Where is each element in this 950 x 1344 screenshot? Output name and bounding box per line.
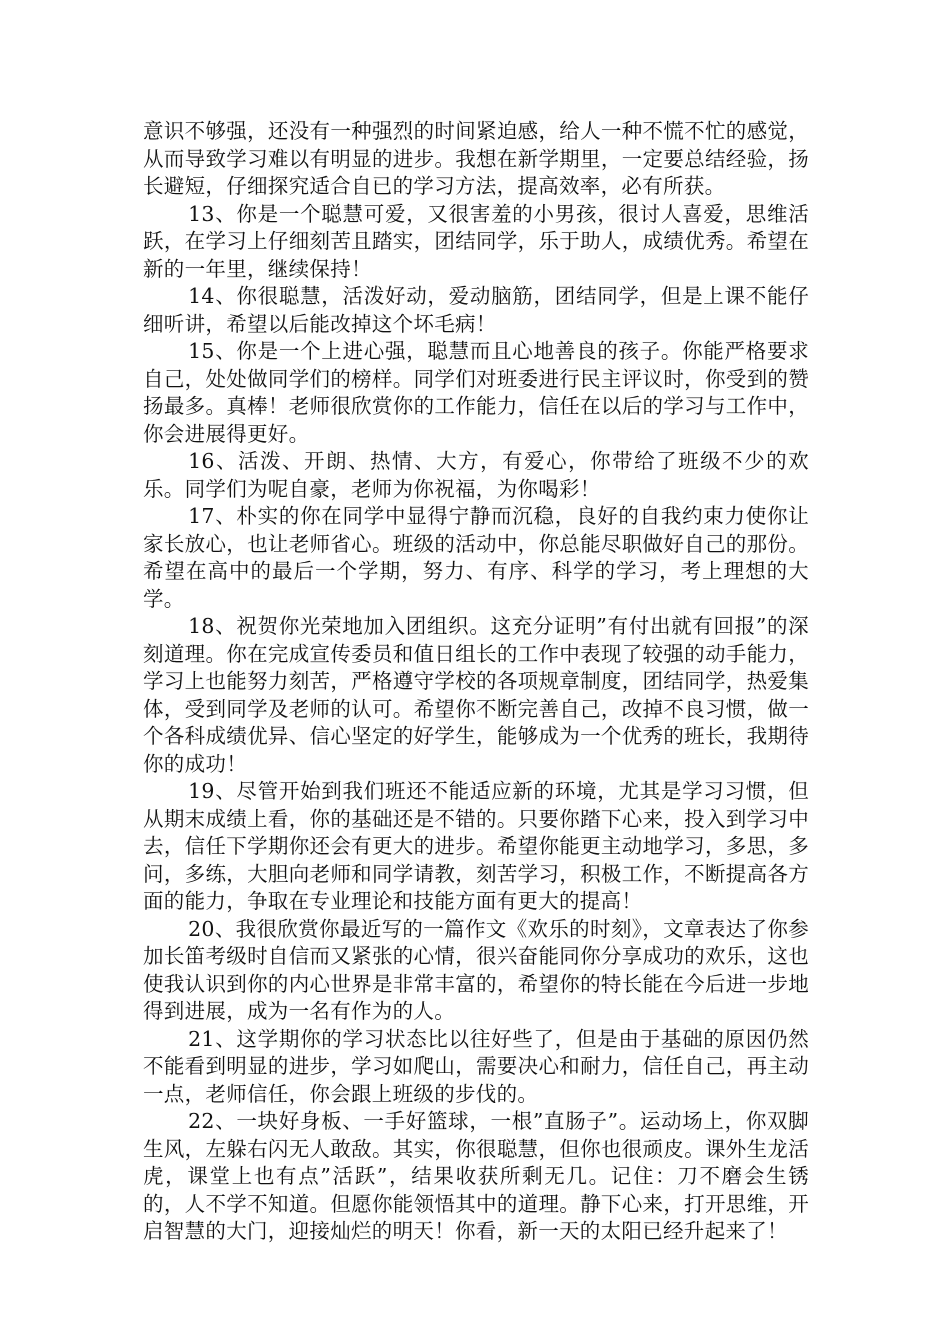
paragraph-22: 22、一块好身板、一手好篮球，一根”直肠子”。运动场上，你双脚生风，左躲右闪无人敢敌。其实，你很聪慧，但你也很顽皮。课外生龙活虎，课堂上也有点”活跃”，结果收获所剩无几。记住：刀不磨会生锈的，人不学不知道。但愿你能领悟其中的道理。静下心来，打开思维，开启智慧的大门，迎接灿烂的明天！你看，新一天的太阳已经升起来了！ — [143, 1109, 809, 1243]
paragraph-13: 13、你是一个聪慧可爱，又很害羞的小男孩，很讨人喜爱，思维活跃，在学习上仔细刻苦且踏实，团结同学，乐于助人，成绩优秀。希望在新的一年里，继续保持！ — [143, 201, 809, 281]
paragraph-20: 20、我很欣赏你最近写的一篇作文《欢乐的时刻》，文章表达了你参加长笛考级时自信而又紧张的心情，很兴奋能同你分享成功的欢乐，这也使我认识到你的内心世界是非常丰富的，希望你的特长能在今后进一步地得到进展，成为一名有作为的人。 — [143, 916, 809, 1023]
document-body — [143, 118, 809, 1246]
paragraph-15: 15、你是一个上进心强，聪慧而且心地善良的孩子。你能严格要求自己，处处做同学们的榜样。同学们对班委进行民主评议时，你受到的赞扬最多。真棒！老师很欣赏你的工作能力，信任在以后的学习与工作中，你会进展得更好。 — [143, 339, 809, 446]
paragraph-14: 14、你很聪慧，活泼好动，爱动脑筋，团结同学，但是上课不能仔细听讲，希望以后能改掉这个坏毛病！ — [143, 284, 809, 336]
paragraph-21: 21、这学期你的学习状态比以往好些了，但是由于基础的原因仍然不能看到明显的进步，学习如爬山，需要决心和耐力，信任自己，再主动一点，老师信任，你会跟上班级的步伐的。 — [143, 1026, 809, 1106]
paragraph-19: 19、尽管开始到我们班还不能适应新的环境，尤其是学习习惯，但从期末成绩上看，你的基础还是不错的。只要你踏下心来，投入到学习中去，信任下学期你还会有更大的进步。希望你能更主动地学习，多思，多问，多练，大胆向老师和同学请教，刻苦学习，积极工作，不断提高各方面的能力，争取在专业理论和技能方面有更大的提高！ — [143, 779, 809, 913]
paragraph-18: 18、祝贺你光荣地加入团组织。这充分证明”有付出就有回报”的深刻道理。你在完成宣传委员和值日组长的工作中表现了较强的动手能力，学习上也能努力刻苦，严格遵守学校的各项规章制度，团结同学，热爱集体，受到同学及老师的认可。希望你不断完善自己，改掉不良习惯，做一个各科成绩优异、信心坚定的好学生，能够成为一个优秀的班长，我期待你的成功！ — [143, 614, 809, 776]
paragraph-continuation: 意识不够强，还没有一种强烈的时间紧迫感，给人一种不慌不忙的感觉，从而导致学习难以有明显的进步。我想在新学期里，一定要总结经验，扬长避短，仔细探究适合自已的学习方法，提高效率，必有所获。 — [143, 119, 809, 198]
paragraph-17: 17、朴实的你在同学中显得宁静而沉稳，良好的自我约束力使你让家长放心，也让老师省心。班级的活动中，你总能尽职做好自己的那份。希望在高中的最后一个学期，努力、有序、科学的学习，考上理想的大学。 — [143, 504, 809, 611]
paragraph-16: 16、活泼、开朗、热情、大方，有爱心，你带给了班级不少的欢乐。同学们为呢自豪，老师为你祝福，为你喝彩！ — [143, 449, 809, 501]
